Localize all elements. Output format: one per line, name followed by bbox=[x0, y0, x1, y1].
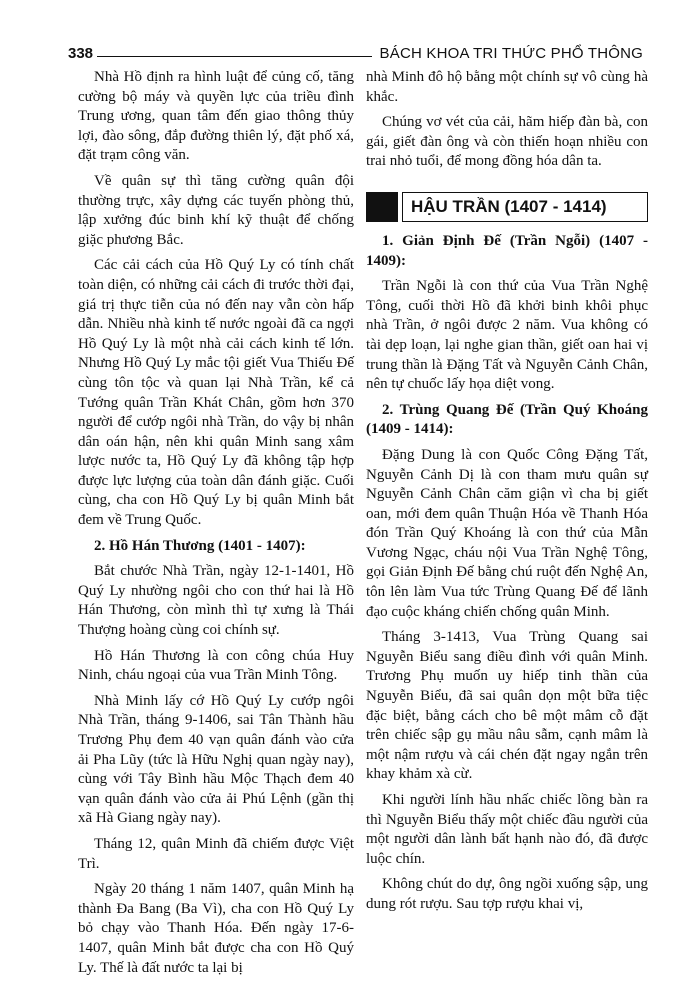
paragraph-continued: nhà Minh đô hộ bằng một chính sự vô cùng hà khắc. bbox=[366, 69, 648, 105]
paragraph: Nhà Hồ định ra hình luật để củng cố, tăng cường bộ máy và quyền lực của triều đình Trung ương, quan tâm đến giao thông thủy lợi, đào sông, đắp đường thiên lý, đặt phố xá, đặt trạm công văn. bbox=[78, 69, 354, 164]
paragraph: Không chút do dự, ông ngồi xuống sập, ung dung rót rượu. Sau tợp rượu khai vị, bbox=[366, 876, 648, 912]
paragraph: Tháng 3-1413, Vua Trùng Quang sai Nguyễn Biểu sang điều đình với quân Minh. Trương Phụ muốn uy hiếp tinh thần của Nguyễn Biểu, đã sai quân dọn một bữa tiệc đặc biệt, bằng cách cho bê một mâm cỗ đặt trên chiếc sập gụ mầu nâu sẫm, cạnh mâm là một nậm rượu và cái chén đặt ngay ngắn trên khay khảm xà cừ. bbox=[366, 629, 648, 783]
section-heading-box bbox=[366, 192, 648, 222]
paragraph: Các cải cách của Hồ Quý Ly có tính chất toàn diện, có những cải cách đi trước thời đại, giá trị thực tiễn của nó đến nay vẫn còn hấp dẫn. Nhiều nhà kinh tế nước ngoài đã ca ngợi Hồ Quý Ly là một nhà cải cách kinh tế lớn. Nhưng Hồ Quý Ly mắc tội giết Vua Thiếu Đế cùng tôn tộc và quan lại Nhà Trần, kể cả Tướng quân Trần Khát Chân, gồm hơn 370 người để cướp ngôi nhà Trần, do vậy bị nhân dân oán hận, nên khi quân Minh sang xâm lược nước ta, Hồ Quý Ly đã không tập hợp được lực lượng của toàn dân đánh giặc. Cuối cùng, cha con Hồ Quý Ly bị quân Minh bắt đem về Trung Quốc. bbox=[78, 257, 354, 529]
right-column bbox=[366, 68, 648, 921]
paragraph: Đặng Dung là con Quốc Công Đặng Tất, Nguyễn Cảnh Dị là con tham mưu quân sự Nguyễn Cảnh Chân căm giận vì cha bị giết oan, mới đem quân Thuận Hóa về Thanh Hóa đón Trần Quý Khoáng là con thứ của Mẫn Vương Ngạc, cháu nội Vua Trần Nghệ Tông, gọi Giản Định Đế bằng chú ruột đến Nghệ An, tôn lên làm Vua tức Trùng Quang Đế để lãnh đạo cuộc kháng chiến chống quân Minh. bbox=[366, 446, 648, 620]
paragraph: Ngày 20 tháng 1 năm 1407, quân Minh hạ thành Đa Bang (Ba Vì), cha con Hồ Quý Ly bỏ chạy vào Thanh Hóa. Đến ngày 17-6-1407, quân Minh bắt được cha con Hồ Quý Ly. Thế là đất nước ta lại bị bbox=[78, 881, 354, 976]
page-header bbox=[68, 36, 643, 62]
paragraph: Chúng vơ vét của cải, hãm hiếp đàn bà, con gái, giết đàn ông và còn thiến hoạn nhiều con trai nhỏ tuổi, để mong đồng hóa dân ta. bbox=[366, 114, 648, 170]
header-rule bbox=[97, 56, 372, 57]
paragraph: Khi người lính hầu nhấc chiếc lồng bàn ra thì Nguyễn Biểu thấy một chiếc đầu người của một người dân lành bất hạnh nào đó, đã được luộc chín. bbox=[366, 792, 648, 867]
subheading-ho-han-thuong: 2. Hồ Hán Thương (1401 - 1407): bbox=[94, 537, 306, 554]
paragraph: Trần Ngỗi là con thứ của Vua Trần Nghệ Tông, cuối thời Hồ đã khởi binh khôi phục nhà Trần, ở ngôi được 2 năm. Vua không có tài dẹp loạn, lại nghe gian thần, giết oan hai vị trung thần là Đặng Tất và Nguyễn Cảnh Chân, nên tự chuốc lấy họa diệt vong. bbox=[366, 278, 648, 393]
paragraph: Bắt chước Nhà Trần, ngày 12-1-1401, Hồ Quý Ly nhường ngôi cho con thứ hai là Hồ Hán Thương, còn mình thì tự xưng là Thái Thượng hoàng cùng coi chính sự. bbox=[78, 563, 354, 639]
page-number: 338 bbox=[68, 45, 94, 62]
subheading-trung-quang-de: 2. Trùng Quang Đế (Trần Quý Khoáng (1409 - 1414): bbox=[366, 401, 648, 438]
paragraph: Tháng 12, quân Minh đã chiếm được Việt Trì. bbox=[78, 835, 354, 872]
paragraph: Hồ Hán Thương là con công chúa Huy Ninh, cháu ngoại của vua Trần Minh Tông. bbox=[78, 647, 354, 684]
subheading-gian-dinh-de: 1. Giản Định Đế (Trần Ngỗi) (1407 - 1409): bbox=[366, 232, 648, 269]
section-title: HẬU TRẦN (1407 - 1414) bbox=[402, 192, 648, 222]
paragraph: Nhà Minh lấy cớ Hồ Quý Ly cướp ngôi Nhà Trần, tháng 9-1406, sai Tân Thành hầu Trương Phụ đem 40 vạn quân đánh vào cửa ải Pha Lũy (tức là Hữu Nghị quan ngày nay), cùng với Tây Bình hầu Mộc Thạch đem 40 vạn quân đánh vào cửa ải Phú Lệnh (gần thị xã Hà Giang ngày nay). bbox=[78, 692, 354, 827]
running-title: BÁCH KHOA TRI THỨC PHỔ THÔNG bbox=[379, 45, 643, 62]
section-marker-block bbox=[366, 192, 398, 222]
paragraph: Về quân sự thì tăng cường quân đội thường trực, xây dựng các tuyến phòng thủ, lập xưởng đúc binh khí kỹ thuật để chống giặc phương Bắc. bbox=[78, 172, 354, 248]
left-column bbox=[78, 68, 354, 984]
